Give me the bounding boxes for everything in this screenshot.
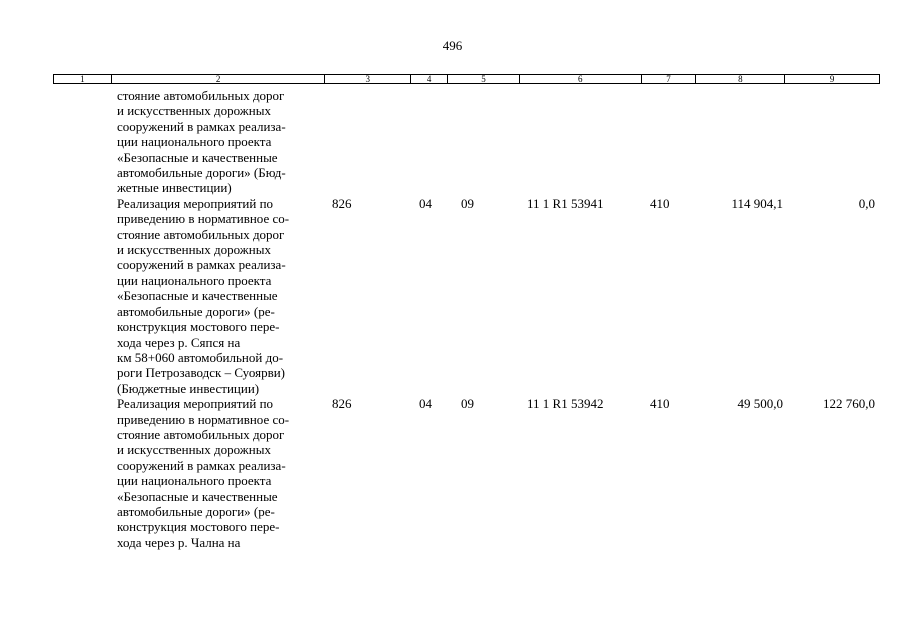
header-col-9: 9 <box>829 74 835 84</box>
row-description: стояние автомобильных дорог и искусственных дорожных сооружений в рамках реализа- ции национального проекта «Безопасные и качественные автомобильные дороги» (Бюд- жетные инвестиции) <box>117 88 286 196</box>
header-col-7: 7 <box>642 75 697 83</box>
row-sum-col9: 0,0 <box>858 195 875 211</box>
row-expense-type: 410 <box>650 195 670 211</box>
row-ministry-code: 826 <box>332 195 352 211</box>
row-target-code: 11 1 R1 53942 <box>527 396 604 412</box>
row-expense-type: 410 <box>650 396 670 412</box>
row-sum-col8: 49 500,0 <box>737 396 783 412</box>
row-subsection: 09 <box>461 396 474 412</box>
table-row <box>0 88 905 196</box>
header-col-8: 8 <box>696 75 785 83</box>
row-sum-col9: 122 760,0 <box>823 396 875 412</box>
header-col-3: 3 <box>325 75 411 83</box>
header-col-6: 6 <box>520 75 642 83</box>
header-col-5: 5 <box>448 75 520 83</box>
row-sum-col8: 114 904,1 <box>731 195 783 211</box>
table-row <box>0 196 905 396</box>
row-target-code: 11 1 R1 53941 <box>527 195 604 211</box>
table-row <box>0 396 905 550</box>
row-section: 04 <box>419 195 432 211</box>
header-col-4: 4 <box>411 75 448 83</box>
row-section: 04 <box>419 396 432 412</box>
row-ministry-code: 826 <box>332 396 352 412</box>
table-body <box>0 88 905 550</box>
table-header-row <box>53 74 880 84</box>
row-description: Реализация мероприятий по приведению в нормативное со- стояние автомобильных дорог и искусственных дорожных сооружений в рамках реализа- ции национального проекта «Безопасные и качественные автомобильные дороги» (ре- конструкция мостового пере- хода через р. Чална на <box>117 396 290 550</box>
row-subsection: 09 <box>461 195 474 211</box>
page-number: 496 <box>442 38 463 53</box>
row-description: Реализация мероприятий по приведению в нормативное со- стояние автомобильных дорог и искусственных дорожных сооружений в рамках реализа- ции национального проекта «Безопасные и качественные автомобильные дороги» (ре- конструкция мостового пере- хода через р. Сяпся на км 58+060 автомобильной до- роги Петрозаводск – Суоярви) (Бюджетные инвестиции) <box>117 195 290 396</box>
header-col-1: 1 <box>54 75 112 83</box>
header-col-2: 2 <box>112 75 325 83</box>
